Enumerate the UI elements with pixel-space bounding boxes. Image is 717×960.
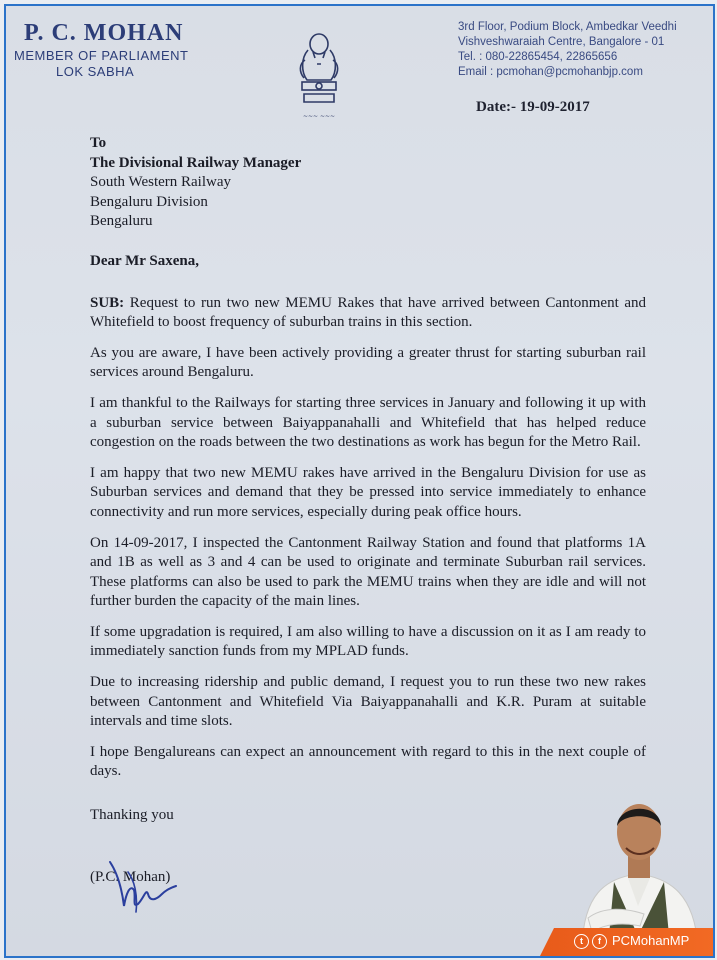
paragraph: I am thankful to the Railways for starting three services in January and following it up with a suburban service between Baiyappanahalli and Whitefield that has helped reduce congestion on the roads between the two destinations as work has begun for the Metro Rail. xyxy=(90,394,646,451)
twitter-icon: t xyxy=(574,934,589,949)
to-label: To xyxy=(90,135,107,151)
letterhead-address xyxy=(458,20,708,80)
letter-date: Date:- 19-09-2017 xyxy=(476,99,590,115)
handwritten-signature xyxy=(104,854,194,924)
person-portrait xyxy=(574,786,704,946)
recipient-line: South Western Railway xyxy=(90,174,231,191)
address-line: 3rd Floor, Podium Block, Ambedkar Veedhi xyxy=(458,21,677,33)
telephone-line: Tel. : 080-22865454, 22865656 xyxy=(458,51,618,63)
recipient-line: Bengaluru Division xyxy=(90,193,208,210)
paragraph: As you are aware, I have been actively providing a greater thrust for starting suburban rail services around Bengaluru. xyxy=(90,344,646,381)
paragraph: I am happy that two new MEMU rakes have arrived in the Bengaluru Division for use as Suburban services and demand that they be pressed into service immediately to enhance connectivity and run more services, especially during peak office hours. xyxy=(90,464,646,520)
closing-line: Thanking you xyxy=(90,807,174,824)
letterhead-name: P. C. MOHAN xyxy=(24,20,184,46)
salutation: Dear Mr Saxena, xyxy=(90,252,200,269)
badge-icons xyxy=(574,934,607,949)
national-emblem-icon xyxy=(293,28,345,124)
paragraph: Due to increasing ridership and public demand, I request you to run these two new rakes between Cantonment and Whitefield Via Baiyappanahalli and K.R. Puram at suitable intervals and time slots. xyxy=(90,674,646,730)
subject-text: Request to run two new MEMU Rakes that have arrived between Cantonment and Whitefield to boost frequency of suburban trains in this section. xyxy=(90,294,647,331)
signatory-name: (P.C. Mohan) xyxy=(90,868,171,885)
email-line: Email : pcmohan@pcmohanbjp.com xyxy=(458,66,643,78)
subject-label: SUB: xyxy=(90,294,125,311)
social-badge xyxy=(540,928,715,956)
recipient-line: Bengaluru xyxy=(90,213,153,230)
svg-text:~~~ ~~~: ~~~ ~~~ xyxy=(302,113,336,120)
letter-body xyxy=(90,134,646,902)
paragraph: If some upgradation is required, I am also willing to have a discussion on it as I am ready to immediately sanction funds from my MPLAD funds. xyxy=(90,623,646,660)
social-handle: PCMohanMP xyxy=(612,933,690,948)
recipient-block xyxy=(90,134,646,232)
letterhead-role: MEMBER OF PARLIAMENT xyxy=(14,48,189,63)
paragraph: I hope Bengalureans can expect an announcement with regard to this in the next couple of days. xyxy=(90,743,646,780)
paragraph: On 14-09-2017, I inspected the Cantonment Railway Station and found that platforms 1A and 1B as well as 3 and 4 can be used to originate and terminate Suburban rail services. These platforms can also be used to park the MEMU trains when they are idle and will not further burden the capacity of the main lines. xyxy=(90,534,646,610)
subject-paragraph xyxy=(90,294,646,333)
address-line: Vishveshwaraiah Centre, Bangalore - 01 xyxy=(458,36,665,48)
facebook-icon: f xyxy=(592,934,607,949)
letterhead-house: LOK SABHA xyxy=(56,64,135,79)
recipient-title: The Divisional Railway Manager xyxy=(90,154,302,171)
letter-photo xyxy=(4,4,715,958)
